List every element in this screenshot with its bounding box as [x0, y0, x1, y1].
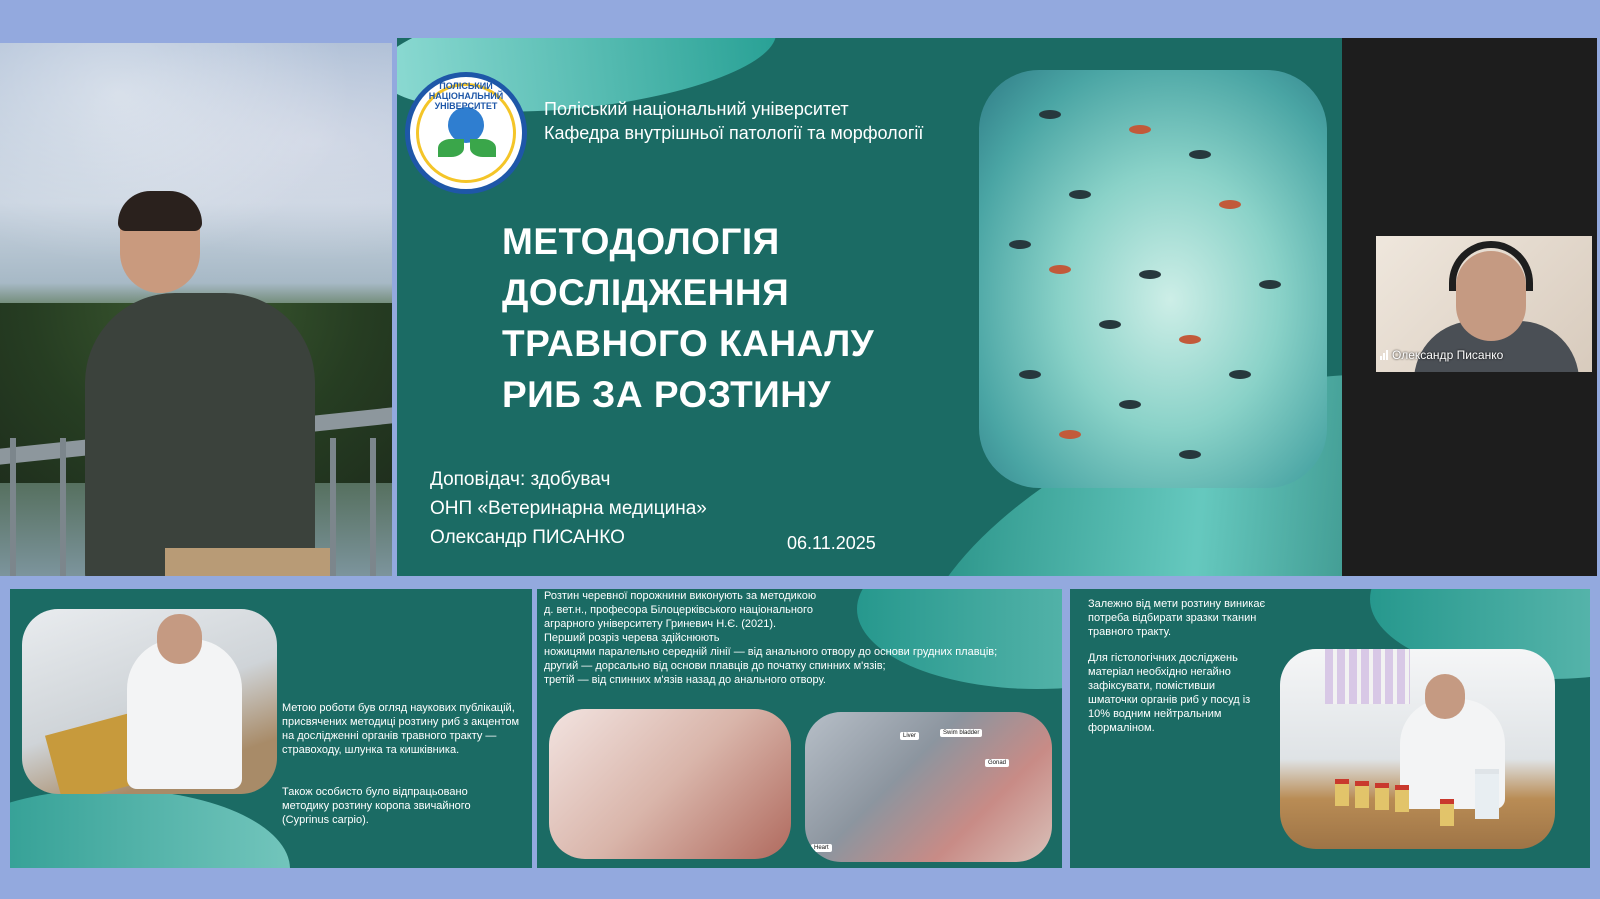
- title-line: МЕТОДОЛОГІЯ: [502, 221, 780, 262]
- bottom-slide-1: [10, 589, 532, 868]
- fish: [1189, 150, 1211, 159]
- opened-fish-photo: [549, 709, 791, 859]
- presentation-date: 06.11.2025: [787, 533, 876, 553]
- railing-post: [370, 438, 376, 576]
- fish: [1179, 450, 1201, 459]
- fish-anatomy-photo: [805, 712, 1052, 862]
- slide1-paragraph: Також особисто було відпрацьовано методику розтину коропа звичайного (Cyprinus carpio).: [282, 786, 471, 826]
- fish: [1059, 430, 1081, 439]
- leaf-icon: [470, 139, 496, 157]
- railing-post: [60, 438, 66, 576]
- fish: [1129, 125, 1151, 134]
- wall-posters: [1325, 649, 1410, 704]
- main-slide: [397, 38, 1342, 576]
- video-panel: [1342, 38, 1597, 576]
- sample-jar: [1335, 779, 1349, 806]
- title-line: РИБ ЗА РОЗТИНУ: [502, 374, 831, 415]
- dissection-photo: [22, 609, 277, 794]
- fish: [1179, 335, 1201, 344]
- logo-text: ПОЛІСЬКИЙ НАЦІОНАЛЬНИЙ УНІВЕРСИТЕТ: [428, 81, 504, 111]
- person-tshirt: [85, 293, 315, 576]
- lab-sampling-photo: [1280, 649, 1555, 849]
- university-logo: [405, 72, 527, 194]
- railing-post: [10, 438, 16, 576]
- participant-video-tile[interactable]: [1376, 236, 1592, 372]
- text-line: д. вет.н., професора Білоцерківського національного: [544, 604, 813, 616]
- liver-label: Liver: [900, 732, 919, 740]
- gonad-label: Gonad: [985, 759, 1009, 767]
- fish-underwater-photo: [979, 70, 1327, 488]
- signal-bars-icon: [1380, 349, 1389, 363]
- fish: [1009, 240, 1031, 249]
- speaker-line: ОНП «Ветеринарна медицина»: [430, 498, 707, 519]
- speaker-line: Доповідач: здобувач: [430, 469, 611, 490]
- globe-icon: [448, 107, 484, 143]
- fish: [1099, 320, 1121, 329]
- fish: [1019, 370, 1041, 379]
- department-name: Кафедра внутрішньої патології та морфології: [544, 123, 924, 143]
- headphones-icon: [1449, 241, 1533, 291]
- fish: [1049, 265, 1071, 274]
- person-hair: [118, 191, 202, 231]
- heart-label: Heart: [811, 844, 832, 852]
- sample-jar: [1355, 781, 1369, 808]
- fish: [1229, 370, 1251, 379]
- text-line: Перший розріз черева здійснюють: [544, 632, 720, 644]
- slide2-text: [544, 589, 1054, 687]
- sample-jar: [1440, 799, 1454, 826]
- participant-name-label: [1380, 348, 1503, 363]
- speaker-line: Олександр ПИСАНКО: [430, 527, 625, 548]
- text-line: Розтин черевної порожнини виконують за методикою: [544, 590, 817, 602]
- university-name: Поліський національний університет: [544, 99, 849, 119]
- railing-post: [330, 438, 336, 576]
- bottom-slide-2: [537, 589, 1062, 868]
- slide3-paragraph: Для гістологічних досліджень матеріал необхідно негайно зафіксувати, помістивши шматочки органів риб у посуд із 10% водним нейтральним формаліном.: [1088, 652, 1251, 734]
- slide3-paragraph: Залежно від мети розтину виникає потреба відбирати зразки тканин травного тракту.: [1088, 598, 1266, 638]
- sample-jar: [1375, 783, 1389, 810]
- swim-bladder-label: Swim bladder: [940, 729, 982, 737]
- title-line: ДОСЛІДЖЕННЯ: [502, 272, 790, 313]
- decor-wave: [10, 789, 290, 868]
- leaf-icon: [438, 139, 464, 157]
- fish: [1119, 400, 1141, 409]
- person-face: [1425, 674, 1465, 719]
- text-line: третій — від спинних м'язів назад до анального отвору.: [544, 674, 826, 686]
- slide1-paragraph: Метою роботи був огляд наукових публікацій, присвячених методиці розтину риб з акцентом на дослідженні органів травного тракту — стравоходу, шлунка та кишківника.: [282, 702, 520, 756]
- fish: [1139, 270, 1161, 279]
- text-line: другий — дорсально від основи плавців до початку спинних м'язів;: [544, 660, 886, 672]
- participant-name: Олександр Писанко: [1392, 348, 1504, 362]
- person-pants: [165, 548, 330, 576]
- portrait-photo: [0, 43, 392, 576]
- text-line: ножицями паралельно середній лінії — від анального отвору до основи грудних плавців;: [544, 646, 998, 658]
- title-line: ТРАВНОГО КАНАЛУ: [502, 323, 875, 364]
- slide-title: [502, 216, 952, 420]
- fish: [1069, 190, 1091, 199]
- formalin-bottle: [1475, 769, 1499, 819]
- text-line: аграрного університету Гриневич Н.Є. (2021).: [544, 618, 777, 630]
- bottom-slide-3: [1070, 589, 1590, 868]
- person-face: [157, 614, 202, 664]
- fish: [1259, 280, 1281, 289]
- sample-jar: [1395, 785, 1409, 812]
- fish: [1219, 200, 1241, 209]
- fish: [1039, 110, 1061, 119]
